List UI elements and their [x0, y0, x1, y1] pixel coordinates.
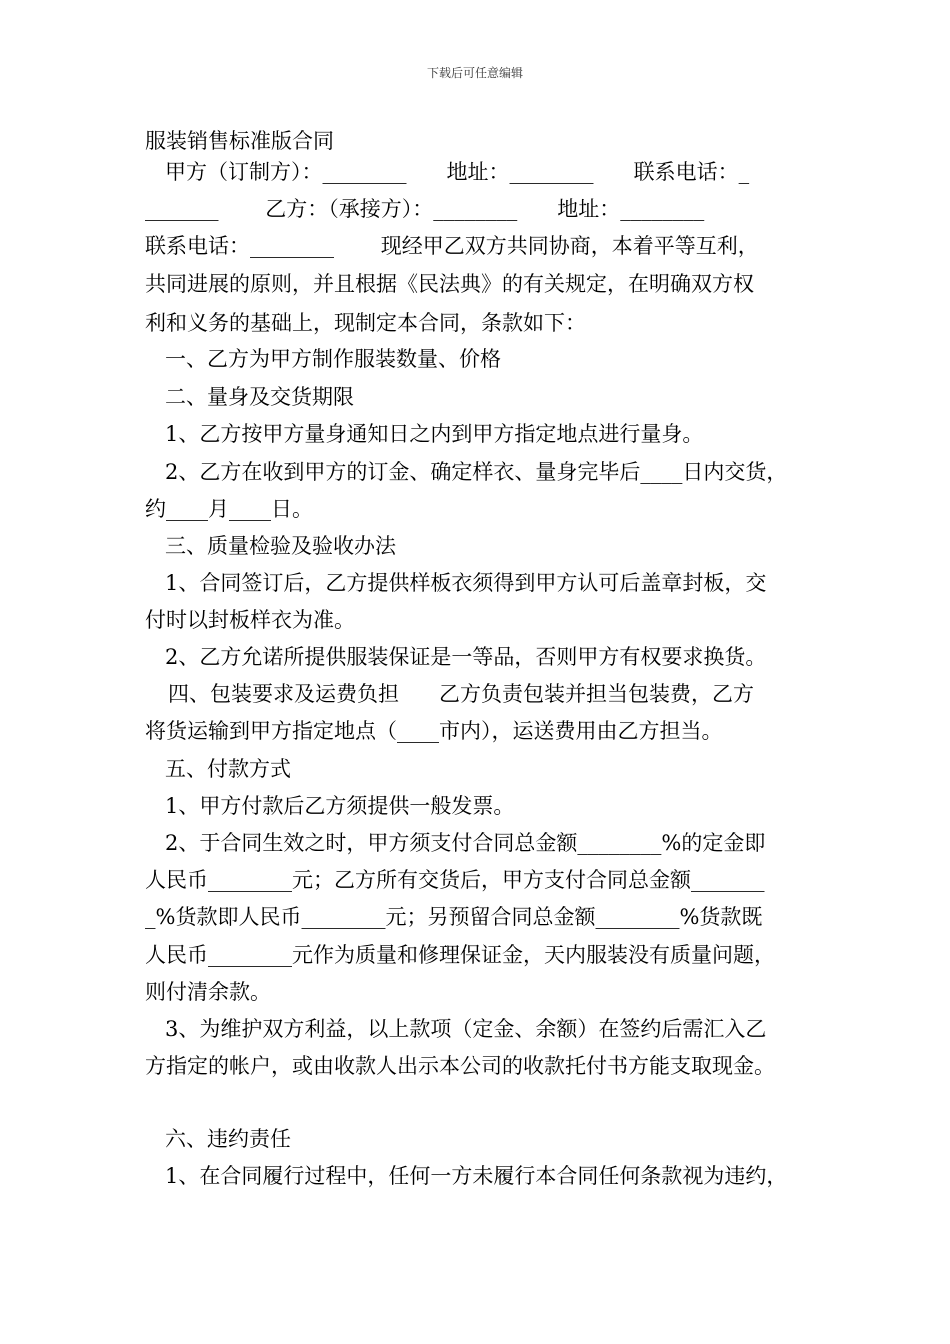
section-heading: 三、质量检验及验收办法 — [165, 534, 396, 558]
document-title: 服装销售标准版合同 — [145, 129, 334, 153]
section-heading: 一、乙方为甲方制作服装数量、价格 — [165, 347, 501, 371]
text-line: 3、为维护双方利益，以上款项（定金、余额）在签约后需汇入乙 — [165, 1017, 767, 1041]
text-line: 人民币________元；乙方所有交货后，甲方支付合同总金额_______ — [145, 868, 765, 892]
text-line: _______ 乙方：（承接方）：________ 地址：________ — [145, 197, 705, 221]
text-line: 联系电话：________ 现经甲乙双方共同协商，本着平等互利， — [145, 234, 759, 258]
text-line: 四、包装要求及运费负担 乙方负责包装并担当包装费，乙方 — [168, 682, 755, 706]
text-line: 付时以封板样衣为准。 — [145, 608, 355, 632]
text-line: 2、于合同生效之时，甲方须支付合同总金额________%的定金即 — [165, 831, 766, 855]
section-heading: 二、量身及交货期限 — [165, 385, 354, 409]
text-line: 甲方（订制方）：________ 地址：________ 联系电话：_ — [165, 160, 750, 184]
text-line: 共同进展的原则，并且根据《民法典》的有关规定，在明确双方权 — [145, 272, 754, 296]
text-line: 方指定的帐户，或由收款人出示本公司的收款托付书方能支取现金。 — [145, 1054, 775, 1078]
text-line: 则付清余款。 — [145, 980, 271, 1004]
text-line: 1、乙方按甲方量身通知日之内到甲方指定地点进行量身。 — [165, 422, 704, 446]
text-line: 约____月____日。 — [145, 497, 313, 521]
text-line: 1、在合同履行过程中，任何一方未履行本合同任何条款视为违约， — [165, 1164, 788, 1188]
text-line: 1、甲方付款后乙方须提供一般发票。 — [165, 794, 515, 818]
text-line: 2、乙方允诺所提供服装保证是一等品，否则甲方有权要求换货。 — [165, 645, 767, 669]
page-header: 下载后可任意编辑 — [426, 66, 523, 80]
text-line: 1、合同签订后，乙方提供样板衣须得到甲方认可后盖章封板，交 — [165, 571, 767, 595]
text-line: 人民币________元作为质量和修理保证金，天内服装没有质量问题， — [145, 943, 775, 967]
text-line: 将货运输到甲方指定地点（____市内），运送费用由乙方担当。 — [145, 719, 723, 743]
section-heading: 六、违约责任 — [165, 1127, 291, 1151]
text-line: 2、乙方在收到甲方的订金、确定样衣、量身完毕后____日内交货， — [165, 460, 788, 484]
text-line: _%货款即人民币________元；另预留合同总金额________%货款既 — [145, 905, 763, 929]
text-line: 利和义务的基础上，现制定本合同，条款如下： — [145, 311, 586, 335]
section-heading: 五、付款方式 — [165, 757, 291, 781]
